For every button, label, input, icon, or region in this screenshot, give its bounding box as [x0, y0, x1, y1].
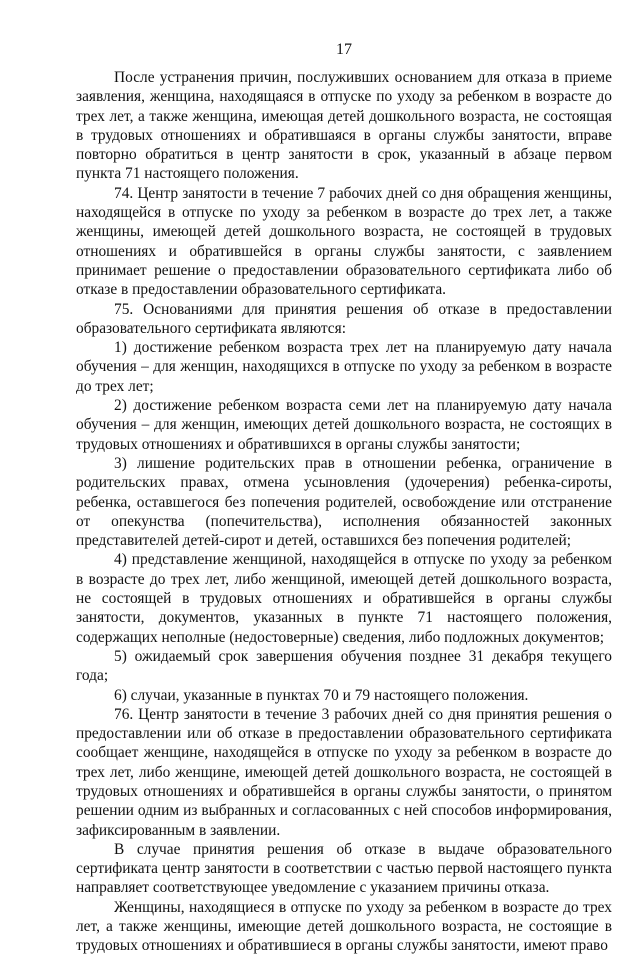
list-item-1: 1) достижение ребенком возраста трех лет на планируемую дату начала обучения – для женщин, находящихся в отпуске по уходу за ребенком в возрасте до трех лет; [76, 339, 612, 395]
list-item-6: 6) случаи, указанные в пунктах 70 и 79 настоящего положения. [114, 686, 529, 704]
list-item-2: 2) достижение ребенком возраста семи лет на планируемую дату начала обучения – для женщин, имеющих детей дошкольного возраста, не состоящих в трудовых отношениях и обратившихся в органы службы занятости; [76, 397, 612, 453]
paragraph-74: 74. Центр занятости в течение 7 рабочих дней со дня обращения женщины, находящейся в отпуске по уходу за ребенком в возрасте до трех лет, а также женщины, имеющей детей дошкольного возраста, не состоящей в трудовых отношениях и обратившейся в органы службы занятости, с заявлением принимает решение о предоставлении образовательного сертификата либо об отказе в предоставлении образовательного сертификата. [76, 184, 612, 299]
paragraph-refusal-notice: В случае принятия решения об отказе в выдаче образовательного сертификата центр занятости в соответствии с частью первой настоящего пункта направляет соответствующее уведомление с указанием причины отказа. [76, 840, 612, 897]
list-item-3: 3) лишение родительских прав в отношении ребенка, ограничение в родительских правах, отмена усыновления (удочерения) ребенка-сироты, ребенка, оставшегося без попечения родителей, освобождение или отстранение от опекунства (попечительства), исполнения обязанностей законных представителей детей-сирот и детей, оставшихся без попечения родителей; [76, 454, 612, 550]
paragraph-resubmission: После устранения причин, послуживших основанием для отказа в приеме заявления, женщина, находящаяся в отпуске по уходу за ребенком в возрасте до трех лет, а также женщина, имеющая детей дошкольного возраста, не состоящая в трудовых отношениях и обратившаяся в органы службы занятости, вправе повторно обратиться в центр занятости в срок, указанный в абзаце первом пункта 71 настоящего положения. [76, 69, 612, 183]
document-page [76, 40, 612, 956]
paragraph-76: 76. Центр занятости в течение 3 рабочих дней со дня принятия решения о предоставлении или об отказе в предоставлении образовательного сертификата сообщает женщине, находящейся в отпуске по уходу за ребенком в возрасте до трех лет, либо женщине, имеющей детей дошкольного возраста, не состоящей в трудовых отношениях и обратившейся в органы службы занятости, о принятом решении одним из выбранных и согласованных с ней способов информирования, зафиксированным в заявлении. [76, 705, 612, 839]
page-number: 17 [336, 41, 352, 58]
paragraph-75: 75. Основаниями для принятия решения об отказе в предоставлении образовательного сертификата являются: [76, 300, 612, 337]
list-item-4: 4) представление женщиной, находящейся в отпуске по уходу за ребенком в возрасте до трех лет, либо женщиной, имеющей детей дошкольного возраста, не состоящей в трудовых отношениях и обратившейся в органы службы занятости, документов, указанных в пункте 71 настоящего положения, содержащих неполные (недостоверные) сведения, либо подложных документов; [76, 551, 612, 646]
paragraph-rights: Женщины, находящиеся в отпуске по уходу за ребенком в возрасте до трех лет, а также женщины, имеющие детей дошкольного возраста, не состоящие в трудовых отношениях и обратившиеся в органы службы занятости, имеют право [76, 898, 612, 955]
list-item-5: 5) ожидаемый срок завершения обучения позднее 31 декабря текущего года; [76, 647, 612, 685]
